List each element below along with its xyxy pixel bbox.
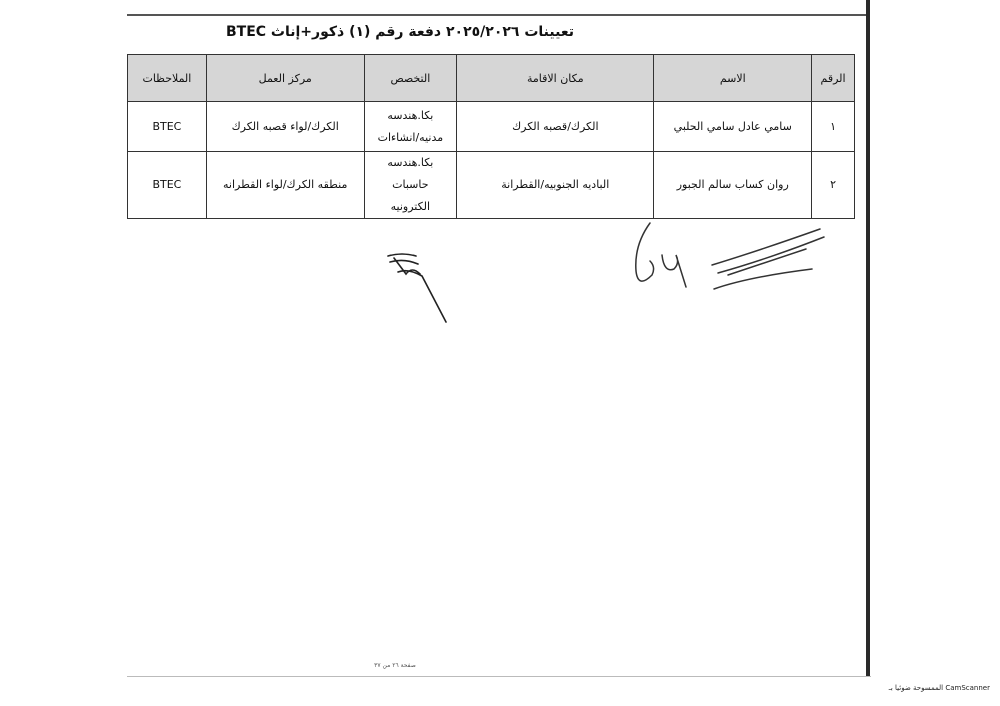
row-number: ٢	[812, 152, 855, 219]
table-header-row	[128, 55, 855, 102]
signature-right	[628, 215, 828, 305]
page-bottom-border	[127, 676, 871, 677]
row-notes: BTEC	[128, 152, 207, 219]
page-footer: صفحة ٢٦ من ٣٧	[374, 662, 416, 669]
row-residence: الباديه الجنوبيه/القطرانة	[457, 152, 654, 219]
table-row	[128, 102, 855, 152]
row-specialization: بكا.هندسه حاسبات الكترونيه	[364, 152, 457, 219]
header-work-center: مركز العمل	[206, 55, 364, 102]
row-number: ١	[812, 102, 855, 152]
row-specialization: بكا.هندسه مدنيه/انشاءات	[364, 102, 457, 152]
signature-left	[380, 248, 460, 328]
row-name: سامي عادل سامي الحلبي	[654, 102, 812, 152]
header-notes: الملاحظات	[128, 55, 207, 102]
page-top-border	[127, 0, 867, 16]
row-work-center: منطقه الكرك/لواء القطرانه	[206, 152, 364, 219]
row-residence: الكرك/قصبه الكرك	[457, 102, 654, 152]
page-right-border	[866, 0, 870, 676]
row-name: روان كساب سالم الجبور	[654, 152, 812, 219]
header-specialization: التخصص	[364, 55, 457, 102]
header-number: الرقم	[812, 55, 855, 102]
row-notes: BTEC	[128, 102, 207, 152]
document-title: تعيينات ٢٠٢٥/٢٠٢٦ دفعة رقم (١) ذكور+إناث BTEC	[225, 24, 574, 40]
appointments-table	[127, 54, 855, 219]
header-residence: مكان الاقامة	[457, 55, 654, 102]
row-work-center: الكرك/لواء قصبه الكرك	[206, 102, 364, 152]
header-name: الاسم	[654, 55, 812, 102]
scanner-watermark: الممسوحة ضوئيا بـ CamScanner	[888, 684, 990, 692]
table-row	[128, 152, 855, 219]
